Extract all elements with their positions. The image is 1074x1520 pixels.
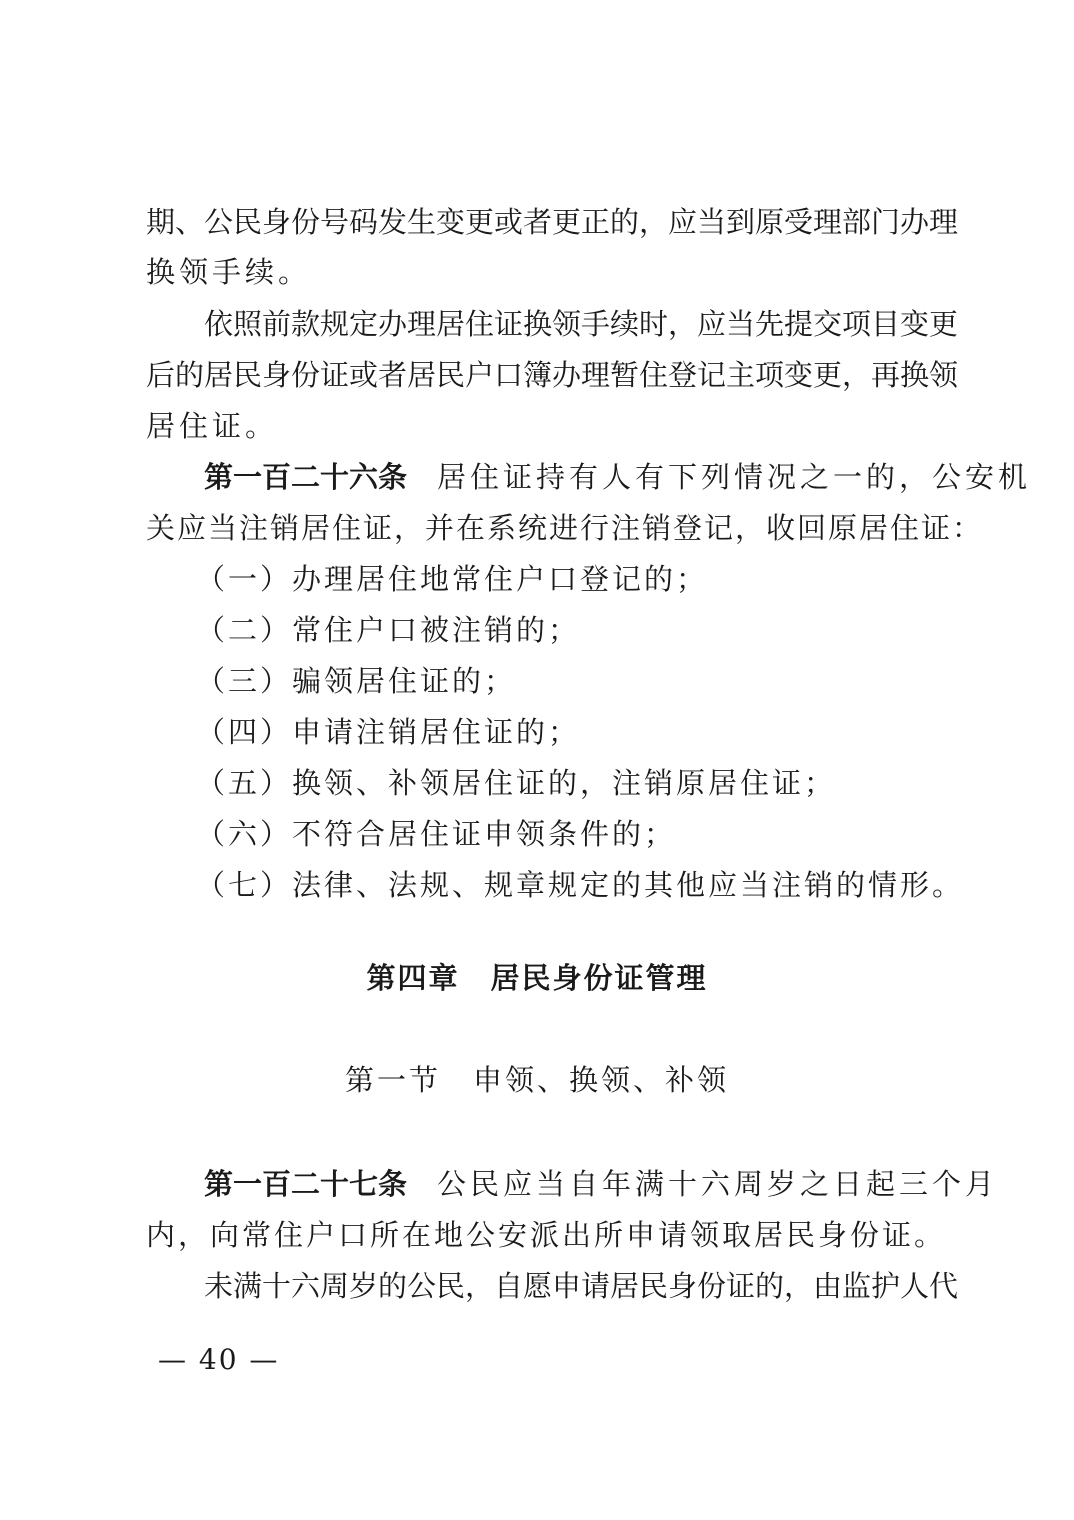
paragraph-line: 内，向常住户口所在地公安派出所申请领取居民身份证。 — [146, 1218, 947, 1252]
paragraph-line: 期、公民身份号码发生变更或者更正的，应当到原受理部门办理 — [146, 205, 959, 239]
article-127-text: 公民应当自年满十六周岁之日起三个月 — [437, 1167, 999, 1201]
paragraph-line: 换领手续。 — [146, 255, 312, 289]
article-127-title: 第一百二十七条 — [204, 1167, 408, 1201]
list-item: （七）法律、法规、规章规定的其他应当注销的情形。 — [196, 868, 965, 902]
list-item: （二）常住户口被注销的； — [196, 613, 581, 647]
page-number: — 40 — — [158, 1343, 280, 1376]
article-127-first-line — [204, 1166, 999, 1202]
article-126-text: 居住证持有人有下列情况之一的，公安机 — [437, 460, 1032, 494]
chapter-title: 第四章 居民身份证管理 — [366, 961, 708, 995]
section-title: 第一节 申领、换领、补领 — [344, 1063, 729, 1097]
paragraph-line: 后的居民身份证或者居民户口簿办理暂住登记主项变更，再换领 — [146, 358, 959, 392]
paragraph-line: 未满十六周岁的公民，自愿申请居民身份证的，由监护人代 — [204, 1269, 959, 1303]
list-item: （五）换领、补领居住证的，注销原居住证； — [196, 766, 837, 800]
paragraph-line: 关应当注销居住证，并在系统进行注销登记，收回原居住证： — [146, 511, 984, 545]
paragraph-line: 居住证。 — [146, 409, 279, 443]
article-126-title: 第一百二十六条 — [204, 460, 408, 494]
list-item: （三）骗领居住证的； — [196, 664, 517, 698]
list-item: （一）办理居住地常住户口登记的； — [196, 562, 709, 596]
list-item: （六）不符合居住证申领条件的； — [196, 817, 677, 851]
list-item: （四）申请注销居住证的； — [196, 715, 581, 749]
paragraph-line: 依照前款规定办理居住证换领手续时，应当先提交项目变更 — [204, 307, 959, 341]
article-126-first-line — [204, 459, 1032, 495]
